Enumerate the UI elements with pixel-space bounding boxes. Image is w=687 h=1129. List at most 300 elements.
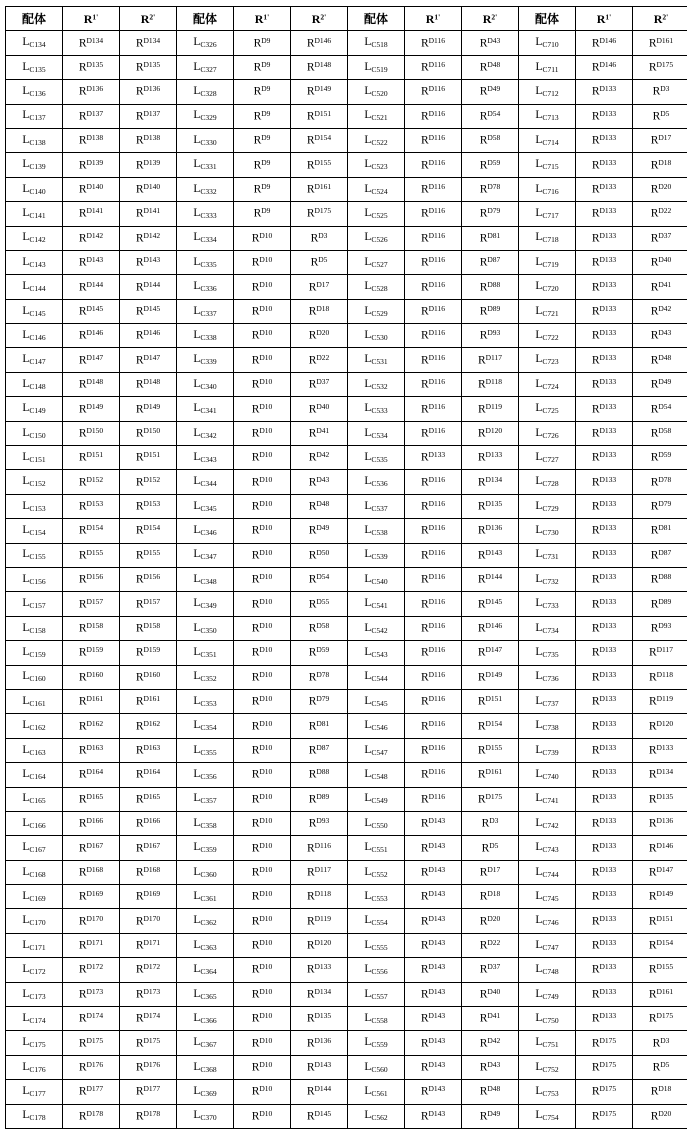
- cell-r2: $R^{D17}$: [633, 128, 687, 152]
- cell-ligand: LC554: [348, 909, 405, 933]
- cell-r1: RD133: [576, 885, 633, 909]
- cell-ligand: $L_{C735}$: [519, 641, 576, 665]
- cell-ligand: LC553: [348, 885, 405, 909]
- cell-r2: $R^{D146}$: [291, 31, 348, 55]
- cell-ligand: $L_{C733}$: [519, 592, 576, 616]
- cell-ligand: $L_{C723}$: [519, 348, 576, 372]
- cell-r2: RD149: [633, 885, 687, 909]
- cell-ligand: $L_{C135}$: [6, 55, 63, 79]
- table-row: [6, 1055, 687, 1079]
- cell-ligand: $L_{C168}$: [6, 860, 63, 884]
- cell-r1: $R^{D163}$: [63, 738, 120, 762]
- cell-r1: RD10: [234, 1031, 291, 1055]
- cell-ligand: $L_{C741}$: [519, 787, 576, 811]
- cell-ligand: $L_{C336}$: [177, 275, 234, 299]
- cell-r2: $R^{D54}$: [291, 567, 348, 591]
- cell-r1: $R^{D160}$: [63, 665, 120, 689]
- cell-ligand: LC751: [519, 1031, 576, 1055]
- cell-r1: RD133: [576, 860, 633, 884]
- cell-r1: RD175: [63, 1031, 120, 1055]
- cell-ligand: $L_{C547}$: [348, 738, 405, 762]
- cell-r2: $R^{D17}$: [291, 275, 348, 299]
- cell-r1: $R^{D116}$: [405, 55, 462, 79]
- cell-r1: $R^{D133}$: [576, 787, 633, 811]
- cell-r1: $R^{D133}$: [576, 226, 633, 250]
- table-row: [6, 1007, 687, 1031]
- cell-r1: $R^{D133}$: [576, 128, 633, 152]
- table-row: [6, 909, 687, 933]
- cell-r2: $R^{D159}$: [120, 641, 177, 665]
- cell-ligand: $L_{C166}$: [6, 811, 63, 835]
- cell-r1: $R^{D155}$: [63, 543, 120, 567]
- cell-r1: $R^{D162}$: [63, 714, 120, 738]
- cell-ligand: LC745: [519, 885, 576, 909]
- cell-r2: $R^{D175}$: [462, 787, 519, 811]
- cell-r1: RD173: [63, 982, 120, 1006]
- cell-r2: $R^{D147}$: [462, 641, 519, 665]
- cell-r1: $R^{D152}$: [63, 470, 120, 494]
- header-ligand: 配体: [348, 7, 405, 31]
- cell-ligand: $L_{C551}$: [348, 836, 405, 860]
- cell-r2: $R^{D50}$: [291, 543, 348, 567]
- cell-ligand: $L_{C337}$: [177, 299, 234, 323]
- cell-ligand: $L_{C326}$: [177, 31, 234, 55]
- cell-r1: $R^{D116}$: [405, 324, 462, 348]
- cell-r1: $R^{D10}$: [234, 299, 291, 323]
- cell-r1: $R^{D116}$: [405, 592, 462, 616]
- cell-r1: $R^{D10}$: [234, 836, 291, 860]
- cell-r2: $R^{D155}$: [120, 543, 177, 567]
- cell-r2: $R^{D163}$: [120, 738, 177, 762]
- cell-ligand: LC171: [6, 933, 63, 957]
- cell-r1: RD169: [63, 885, 120, 909]
- cell-ligand: $L_{C730}$: [519, 519, 576, 543]
- cell-r2: $R^{D161}$: [462, 763, 519, 787]
- cell-ligand: $L_{C537}$: [348, 494, 405, 518]
- cell-r2: $R^{D175}$: [633, 55, 687, 79]
- cell-r1: RD172: [63, 958, 120, 982]
- cell-r1: RD10: [234, 1104, 291, 1128]
- table-body: [6, 31, 687, 1129]
- cell-ligand: $L_{C519}$: [348, 55, 405, 79]
- cell-r1: $R^{D10}$: [234, 397, 291, 421]
- cell-r2: $R^{D161}$: [633, 31, 687, 55]
- cell-r2: $R^{D87}$: [291, 738, 348, 762]
- cell-r1: RD133: [576, 958, 633, 982]
- cell-r1: $R^{D133}$: [576, 446, 633, 470]
- cell-r2: RD171: [120, 933, 177, 957]
- cell-r1: $R^{D135}$: [63, 55, 120, 79]
- cell-ligand: $L_{C139}$: [6, 153, 63, 177]
- cell-ligand: $L_{C727}$: [519, 446, 576, 470]
- cell-r1: $R^{D10}$: [234, 860, 291, 884]
- cell-ligand: $L_{C353}$: [177, 689, 234, 713]
- cell-r1: $R^{D133}$: [576, 202, 633, 226]
- cell-r1: $R^{D133}$: [405, 446, 462, 470]
- cell-r2: $R^{D152}$: [120, 470, 177, 494]
- cell-r2: $R^{D3}$: [462, 811, 519, 835]
- cell-ligand: $L_{C713}$: [519, 104, 576, 128]
- cell-r1: $R^{D10}$: [234, 543, 291, 567]
- cell-r2: $R^{D175}$: [291, 202, 348, 226]
- cell-r2: $R^{D157}$: [120, 592, 177, 616]
- cell-r1: $R^{D143}$: [405, 836, 462, 860]
- cell-ligand: $L_{C157}$: [6, 592, 63, 616]
- table-row: [6, 543, 687, 567]
- cell-r1: $R^{D10}$: [234, 592, 291, 616]
- cell-r2: $R^{D134}$: [462, 470, 519, 494]
- cell-r2: RD173: [120, 982, 177, 1006]
- cell-r2: RD178: [120, 1104, 177, 1128]
- cell-ligand: LC175: [6, 1031, 63, 1055]
- cell-r2: $R^{D78}$: [462, 177, 519, 201]
- cell-ligand: $L_{C355}$: [177, 738, 234, 762]
- cell-r1: $R^{D148}$: [63, 372, 120, 396]
- cell-r1: $R^{D136}$: [63, 80, 120, 104]
- cell-r1: RD10: [234, 1055, 291, 1079]
- cell-ligand: $L_{C158}$: [6, 616, 63, 640]
- cell-r1: $R^{D133}$: [576, 641, 633, 665]
- cell-ligand: $L_{C134}$: [6, 31, 63, 55]
- cell-r2: RD169: [120, 885, 177, 909]
- cell-r2: RD119: [291, 909, 348, 933]
- table-row: [6, 446, 687, 470]
- cell-r2: $R^{D78}$: [633, 470, 687, 494]
- cell-r2: RD18: [633, 1080, 687, 1104]
- cell-ligand: $L_{C154}$: [6, 519, 63, 543]
- cell-r2: $R^{D40}$: [291, 397, 348, 421]
- cell-r1: $R^{D140}$: [63, 177, 120, 201]
- cell-r2: $R^{D149}$: [120, 397, 177, 421]
- cell-r1: RD133: [576, 933, 633, 957]
- cell-r1: $R^{D153}$: [63, 494, 120, 518]
- cell-ligand: $L_{C164}$: [6, 763, 63, 787]
- cell-ligand: $L_{C356}$: [177, 763, 234, 787]
- cell-ligand: $L_{C328}$: [177, 80, 234, 104]
- cell-r1: $R^{D10}$: [234, 348, 291, 372]
- cell-r2: $R^{D150}$: [120, 421, 177, 445]
- cell-r1: RD170: [63, 909, 120, 933]
- header-r1: $R^{1'}$: [63, 7, 120, 31]
- cell-r1: RD133: [576, 909, 633, 933]
- cell-r2: $R^{D154}$: [291, 128, 348, 152]
- cell-r2: $R^{D143}$: [462, 543, 519, 567]
- cell-r1: $R^{D116}$: [405, 31, 462, 55]
- cell-r2: $R^{D54}$: [633, 397, 687, 421]
- cell-ligand: $L_{C711}$: [519, 55, 576, 79]
- cell-ligand: $L_{C153}$: [6, 494, 63, 518]
- cell-r1: RD174: [63, 1007, 120, 1031]
- cell-r2: $R^{D54}$: [462, 104, 519, 128]
- cell-r2: $R^{D88}$: [291, 763, 348, 787]
- cell-r2: RD135: [291, 1007, 348, 1031]
- cell-r1: $R^{D10}$: [234, 421, 291, 445]
- cell-ligand: $L_{C731}$: [519, 543, 576, 567]
- table-row: [6, 275, 687, 299]
- cell-r1: $R^{D137}$: [63, 104, 120, 128]
- cell-ligand: $L_{C148}$: [6, 372, 63, 396]
- cell-r1: $R^{D116}$: [405, 202, 462, 226]
- cell-r1: $R^{D133}$: [576, 689, 633, 713]
- table-row: [6, 836, 687, 860]
- table-row: [6, 470, 687, 494]
- cell-r2: $R^{D78}$: [291, 665, 348, 689]
- cell-r1: $R^{D10}$: [234, 665, 291, 689]
- cell-ligand: LC174: [6, 1007, 63, 1031]
- cell-r1: RD10: [234, 982, 291, 1006]
- cell-ligand: LC366: [177, 1007, 234, 1031]
- cell-ligand: LC169: [6, 885, 63, 909]
- cell-r2: $R^{D48}$: [462, 55, 519, 79]
- cell-ligand: $L_{C548}$: [348, 763, 405, 787]
- cell-r2: RD175: [633, 1007, 687, 1031]
- cell-r1: $R^{D134}$: [63, 31, 120, 55]
- cell-r1: $R^{D116}$: [405, 470, 462, 494]
- cell-r1: $R^{D144}$: [63, 275, 120, 299]
- cell-ligand: $L_{C524}$: [348, 177, 405, 201]
- cell-r2: $R^{D146}$: [633, 836, 687, 860]
- cell-r2: $R^{D87}$: [462, 250, 519, 274]
- cell-r2: $R^{D3}$: [291, 226, 348, 250]
- cell-r2: $R^{D148}$: [120, 372, 177, 396]
- cell-r2: $R^{D145}$: [120, 299, 177, 323]
- cell-r1: $R^{D143}$: [63, 250, 120, 274]
- cell-ligand: $L_{C538}$: [348, 519, 405, 543]
- cell-r2: $R^{D136}$: [462, 519, 519, 543]
- cell-r1: $R^{D10}$: [234, 641, 291, 665]
- cell-r1: $R^{D143}$: [405, 811, 462, 835]
- cell-ligand: LC754: [519, 1104, 576, 1128]
- cell-ligand: $L_{C149}$: [6, 397, 63, 421]
- cell-r2: RD5: [633, 1055, 687, 1079]
- cell-ligand: $L_{C141}$: [6, 202, 63, 226]
- cell-ligand: LC361: [177, 885, 234, 909]
- cell-ligand: $L_{C145}$: [6, 299, 63, 323]
- cell-r2: $R^{D139}$: [120, 153, 177, 177]
- cell-r2: $R^{D118}$: [462, 372, 519, 396]
- cell-r1: $R^{D165}$: [63, 787, 120, 811]
- cell-ligand: $L_{C736}$: [519, 665, 576, 689]
- cell-r2: RD155: [633, 958, 687, 982]
- cell-r2: $R^{D59}$: [462, 153, 519, 177]
- cell-r2: $R^{D87}$: [633, 543, 687, 567]
- cell-r2: RD41: [462, 1007, 519, 1031]
- cell-r2: $R^{D148}$: [291, 55, 348, 79]
- cell-r2: RD49: [462, 1104, 519, 1128]
- cell-r2: $R^{D81}$: [462, 226, 519, 250]
- cell-ligand: $L_{C734}$: [519, 616, 576, 640]
- table-row: [6, 763, 687, 787]
- header-ligand: 配体: [6, 7, 63, 31]
- cell-r1: $R^{D116}$: [405, 567, 462, 591]
- cell-r1: $R^{D133}$: [576, 714, 633, 738]
- cell-r1: $R^{D116}$: [405, 714, 462, 738]
- cell-r2: $R^{D49}$: [291, 519, 348, 543]
- cell-r1: $R^{D151}$: [63, 446, 120, 470]
- cell-r1: $R^{D10}$: [234, 714, 291, 738]
- cell-r2: $R^{D162}$: [120, 714, 177, 738]
- cell-ligand: $L_{C530}$: [348, 324, 405, 348]
- cell-r1: $R^{D116}$: [405, 299, 462, 323]
- cell-r1: RD175: [576, 1104, 633, 1128]
- table-row: [6, 1104, 687, 1128]
- header-r1: $R^{1'}$: [405, 7, 462, 31]
- cell-r2: $R^{D119}$: [462, 397, 519, 421]
- cell-r1: $R^{D166}$: [63, 811, 120, 835]
- cell-r2: RD172: [120, 958, 177, 982]
- cell-r1: $R^{D9}$: [234, 177, 291, 201]
- cell-r1: $R^{D10}$: [234, 494, 291, 518]
- cell-r1: RD10: [234, 958, 291, 982]
- cell-r1: $R^{D133}$: [576, 421, 633, 445]
- cell-r1: $R^{D9}$: [234, 202, 291, 226]
- cell-r1: $R^{D133}$: [576, 275, 633, 299]
- cell-r2: RD170: [120, 909, 177, 933]
- cell-ligand: $L_{C136}$: [6, 80, 63, 104]
- cell-ligand: $L_{C739}$: [519, 738, 576, 762]
- cell-r1: $R^{D10}$: [234, 689, 291, 713]
- cell-ligand: $L_{C335}$: [177, 250, 234, 274]
- cell-ligand: $L_{C532}$: [348, 372, 405, 396]
- cell-r2: $R^{D40}$: [633, 250, 687, 274]
- cell-r2: RD22: [462, 933, 519, 957]
- cell-r2: RD151: [633, 909, 687, 933]
- cell-ligand: $L_{C346}$: [177, 519, 234, 543]
- cell-r2: $R^{D153}$: [120, 494, 177, 518]
- cell-r2: $R^{D43}$: [633, 324, 687, 348]
- cell-r2: RD154: [633, 933, 687, 957]
- header-r2: $R^{2'}$: [120, 7, 177, 31]
- table-row: [6, 738, 687, 762]
- cell-r2: $R^{D155}$: [462, 738, 519, 762]
- cell-r1: $R^{D116}$: [405, 763, 462, 787]
- table-row: [6, 811, 687, 835]
- cell-ligand: $L_{C156}$: [6, 567, 63, 591]
- cell-r1: $R^{D9}$: [234, 128, 291, 152]
- cell-r2: $R^{D42}$: [291, 446, 348, 470]
- cell-r1: $R^{D9}$: [234, 55, 291, 79]
- cell-r1: $R^{D116}$: [405, 641, 462, 665]
- cell-r2: RD18: [462, 885, 519, 909]
- cell-ligand: $L_{C357}$: [177, 787, 234, 811]
- cell-r1: $R^{D142}$: [63, 226, 120, 250]
- cell-r1: $R^{D10}$: [234, 324, 291, 348]
- table-row: [6, 31, 687, 55]
- table-row: [6, 250, 687, 274]
- cell-r1: $R^{D10}$: [234, 519, 291, 543]
- cell-r2: RD175: [120, 1031, 177, 1055]
- cell-ligand: $L_{C527}$: [348, 250, 405, 274]
- cell-ligand: $L_{C165}$: [6, 787, 63, 811]
- cell-r2: $R^{D168}$: [120, 860, 177, 884]
- cell-ligand: $L_{C358}$: [177, 811, 234, 835]
- cell-r1: $R^{D133}$: [576, 153, 633, 177]
- cell-ligand: LC177: [6, 1080, 63, 1104]
- cell-r2: $R^{D166}$: [120, 811, 177, 835]
- cell-ligand: LC560: [348, 1055, 405, 1079]
- cell-r1: RD143: [405, 1007, 462, 1031]
- cell-r1: $R^{D9}$: [234, 80, 291, 104]
- cell-r2: $R^{D151}$: [291, 104, 348, 128]
- cell-r1: $R^{D167}$: [63, 836, 120, 860]
- cell-r1: $R^{D133}$: [576, 738, 633, 762]
- cell-r1: $R^{D159}$: [63, 641, 120, 665]
- cell-ligand: LC746: [519, 909, 576, 933]
- cell-ligand: $L_{C540}$: [348, 567, 405, 591]
- table-row: [6, 177, 687, 201]
- table-row: [6, 641, 687, 665]
- cell-r1: $R^{D133}$: [576, 348, 633, 372]
- cell-ligand: $L_{C721}$: [519, 299, 576, 323]
- cell-ligand: LC750: [519, 1007, 576, 1031]
- table-row: [6, 616, 687, 640]
- table-row: [6, 933, 687, 957]
- cell-ligand: $L_{C147}$: [6, 348, 63, 372]
- cell-r1: $R^{D146}$: [576, 31, 633, 55]
- table-row: [6, 55, 687, 79]
- cell-ligand: LC176: [6, 1055, 63, 1079]
- table-row: [6, 348, 687, 372]
- cell-ligand: $L_{C520}$: [348, 80, 405, 104]
- cell-r2: $R^{D142}$: [120, 226, 177, 250]
- cell-ligand: $L_{C732}$: [519, 567, 576, 591]
- cell-r1: $R^{D154}$: [63, 519, 120, 543]
- cell-ligand: LC368: [177, 1055, 234, 1079]
- cell-r1: RD10: [234, 933, 291, 957]
- cell-ligand: $L_{C144}$: [6, 275, 63, 299]
- cell-ligand: $L_{C331}$: [177, 153, 234, 177]
- cell-r2: RD42: [462, 1031, 519, 1055]
- cell-r1: $R^{D116}$: [405, 616, 462, 640]
- cell-r1: $R^{D9}$: [234, 31, 291, 55]
- cell-ligand: $L_{C327}$: [177, 55, 234, 79]
- cell-r1: $R^{D168}$: [63, 860, 120, 884]
- cell-ligand: $L_{C341}$: [177, 397, 234, 421]
- cell-r1: $R^{D133}$: [576, 250, 633, 274]
- cell-r1: $R^{D133}$: [576, 397, 633, 421]
- cell-r2: $R^{D3}$: [633, 80, 687, 104]
- table-row: [6, 397, 687, 421]
- cell-ligand: LC370: [177, 1104, 234, 1128]
- cell-r2: $R^{D134}$: [120, 31, 177, 55]
- cell-r1: $R^{D133}$: [576, 324, 633, 348]
- cell-ligand: $L_{C742}$: [519, 811, 576, 835]
- cell-r1: $R^{D10}$: [234, 470, 291, 494]
- cell-ligand: $L_{C162}$: [6, 714, 63, 738]
- cell-r1: $R^{D149}$: [63, 397, 120, 421]
- cell-r2: $R^{D89}$: [462, 299, 519, 323]
- cell-ligand: LC363: [177, 933, 234, 957]
- cell-r2: $R^{D20}$: [633, 177, 687, 201]
- cell-ligand: LC367: [177, 1031, 234, 1055]
- cell-r2: $R^{D5}$: [462, 836, 519, 860]
- cell-r1: $R^{D116}$: [405, 372, 462, 396]
- cell-ligand: $L_{C344}$: [177, 470, 234, 494]
- cell-ligand: $L_{C716}$: [519, 177, 576, 201]
- cell-ligand: $L_{C718}$: [519, 226, 576, 250]
- cell-ligand: $L_{C352}$: [177, 665, 234, 689]
- cell-ligand: LC552: [348, 860, 405, 884]
- cell-ligand: $L_{C545}$: [348, 689, 405, 713]
- cell-r2: $R^{D137}$: [120, 104, 177, 128]
- cell-r2: $R^{D120}$: [462, 421, 519, 445]
- table-row: [6, 1080, 687, 1104]
- cell-r2: $R^{D48}$: [291, 494, 348, 518]
- cell-r1: $R^{D133}$: [576, 494, 633, 518]
- table-row: [6, 299, 687, 323]
- table-row: [6, 153, 687, 177]
- cell-ligand: $L_{C163}$: [6, 738, 63, 762]
